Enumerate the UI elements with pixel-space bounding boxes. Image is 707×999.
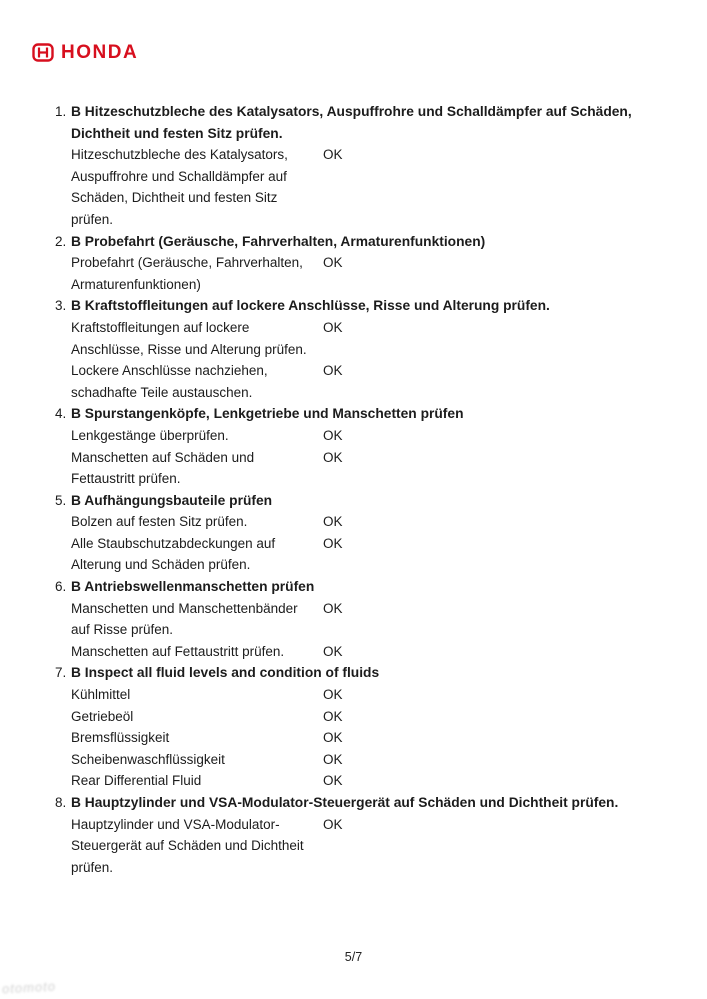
check-status: OK xyxy=(323,363,343,379)
check-description: Lockere Anschlüsse nachziehen, xyxy=(71,363,268,379)
checklist-item xyxy=(55,231,665,296)
check-line xyxy=(55,511,665,533)
check-description: Scheibenwaschflüssigkeit xyxy=(71,751,225,767)
honda-logo xyxy=(32,43,138,62)
check-description: Kraftstoffleitungen auf lockere xyxy=(71,319,250,335)
check-line xyxy=(55,252,665,274)
checklist-item xyxy=(55,576,665,662)
check-description: Bolzen auf festen Sitz prüfen. xyxy=(71,514,248,530)
check-description: Getriebeöl xyxy=(71,708,134,724)
check-line xyxy=(55,144,665,166)
checklist-item xyxy=(55,792,665,878)
item-number: 2. xyxy=(55,233,67,249)
check-status: OK xyxy=(323,449,343,465)
checklist-item xyxy=(55,403,665,489)
check-line xyxy=(55,317,665,339)
check-line xyxy=(55,598,665,620)
check-status: OK xyxy=(323,773,343,789)
check-description: schadhafte Teile austauschen. xyxy=(71,384,253,400)
check-status: OK xyxy=(323,255,343,271)
check-description: Anschlüsse, Risse und Alterung prüfen. xyxy=(71,341,307,357)
check-description: Alterung und Schäden prüfen. xyxy=(71,557,251,573)
check-description: Armaturenfunktionen) xyxy=(71,276,201,292)
item-title: B Kraftstoffleitungen auf lockere Anschlüsse, Risse und Alterung prüfen. xyxy=(71,298,550,314)
item-title: B Inspect all fluid levels and condition of fluids xyxy=(71,665,380,681)
item-number: 1. xyxy=(55,104,67,119)
check-line xyxy=(55,727,665,749)
check-line xyxy=(55,814,665,836)
check-line xyxy=(55,533,665,555)
item-title: B Aufhängungsbauteile prüfen xyxy=(71,492,273,508)
item-number: 5. xyxy=(55,492,67,508)
check-description: Hitzeschutzbleche des Katalysators, xyxy=(71,147,288,163)
check-line xyxy=(55,209,665,231)
item-header xyxy=(55,101,665,144)
check-line xyxy=(55,619,665,641)
check-status: OK xyxy=(323,687,343,703)
item-header xyxy=(55,662,665,684)
check-line xyxy=(55,360,665,382)
watermark: otomoto xyxy=(1,978,57,997)
item-header xyxy=(55,403,665,425)
check-description: Rear Differential Fluid xyxy=(71,773,202,789)
check-description: Kühlmittel xyxy=(71,687,131,703)
item-number: 3. xyxy=(55,298,67,314)
check-status: OK xyxy=(323,816,343,832)
check-description: auf Risse prüfen. xyxy=(71,622,174,638)
check-description: Steuergerät auf Schäden und Dichtheit xyxy=(71,838,304,854)
check-status: OK xyxy=(323,751,343,767)
check-status: OK xyxy=(323,600,343,616)
item-title: B Antriebswellenmanschetten prüfen xyxy=(71,579,315,595)
check-description: prüfen. xyxy=(71,859,114,875)
check-line xyxy=(55,339,665,361)
check-line xyxy=(55,770,665,792)
item-title: B Probefahrt (Geräusche, Fahrverhalten, Armaturenfunktionen) xyxy=(71,233,486,249)
item-header xyxy=(55,792,665,814)
check-line xyxy=(55,274,665,296)
item-header xyxy=(55,231,665,253)
check-status: OK xyxy=(323,319,343,335)
item-header xyxy=(55,576,665,598)
check-description: Manschetten und Manschettenbänder xyxy=(71,600,298,616)
item-number: 7. xyxy=(55,665,67,681)
check-line xyxy=(55,447,665,469)
check-description: Bremsflüssigkeit xyxy=(71,730,170,746)
check-line xyxy=(55,749,665,771)
check-line xyxy=(55,554,665,576)
item-header xyxy=(55,295,665,317)
check-description: prüfen. xyxy=(71,211,114,227)
check-line xyxy=(55,857,665,879)
check-description: Fettaustritt prüfen. xyxy=(71,471,181,487)
item-number: 6. xyxy=(55,579,67,595)
item-header xyxy=(55,490,665,512)
check-line xyxy=(55,382,665,404)
check-status: OK xyxy=(323,147,343,163)
check-status: OK xyxy=(323,643,343,659)
check-description: Auspuffrohre und Schalldämpfer auf xyxy=(71,168,287,184)
item-number: 8. xyxy=(55,795,67,810)
checklist-item xyxy=(55,490,665,576)
check-description: Manschetten auf Fettaustritt prüfen. xyxy=(71,643,285,659)
item-title: B Hauptzylinder und VSA-Modulator-Steuergerät auf Schäden und Dichtheit prüfen. xyxy=(71,795,619,810)
brand-name: HONDA xyxy=(61,42,139,63)
check-line xyxy=(55,425,665,447)
item-number: 4. xyxy=(55,406,67,422)
check-line xyxy=(55,468,665,490)
check-description: Alle Staubschutzabdeckungen auf xyxy=(71,535,276,551)
check-status: OK xyxy=(323,708,343,724)
check-status: OK xyxy=(323,535,343,551)
check-line xyxy=(55,641,665,663)
checklist xyxy=(55,101,665,878)
check-line xyxy=(55,835,665,857)
check-status: OK xyxy=(323,427,343,443)
check-description: Lenkgestänge überprüfen. xyxy=(71,427,229,443)
check-status: OK xyxy=(323,514,343,530)
check-line xyxy=(55,684,665,706)
honda-h-icon xyxy=(32,43,54,62)
checklist-item xyxy=(55,662,665,792)
check-description: Schäden, Dichtheit und festen Sitz xyxy=(71,190,278,206)
check-description: Probefahrt (Geräusche, Fahrverhalten, xyxy=(71,255,303,271)
check-line xyxy=(55,706,665,728)
checklist-item xyxy=(55,295,665,403)
item-title: B Hitzeschutzbleche des Katalysators, Auspuffrohre und Schalldämpfer auf Schäden, Dichtheit und festen Sitz prüfen. xyxy=(71,104,632,141)
check-description: Manschetten auf Schäden und xyxy=(71,449,255,465)
check-status: OK xyxy=(323,730,343,746)
checklist-item xyxy=(55,101,665,231)
check-line xyxy=(55,166,665,188)
item-title: B Spurstangenköpfe, Lenkgetriebe und Manschetten prüfen xyxy=(71,406,464,422)
page-number: 5/7 xyxy=(344,950,363,964)
check-description: Hauptzylinder und VSA-Modulator- xyxy=(71,816,280,832)
check-line xyxy=(55,187,665,209)
